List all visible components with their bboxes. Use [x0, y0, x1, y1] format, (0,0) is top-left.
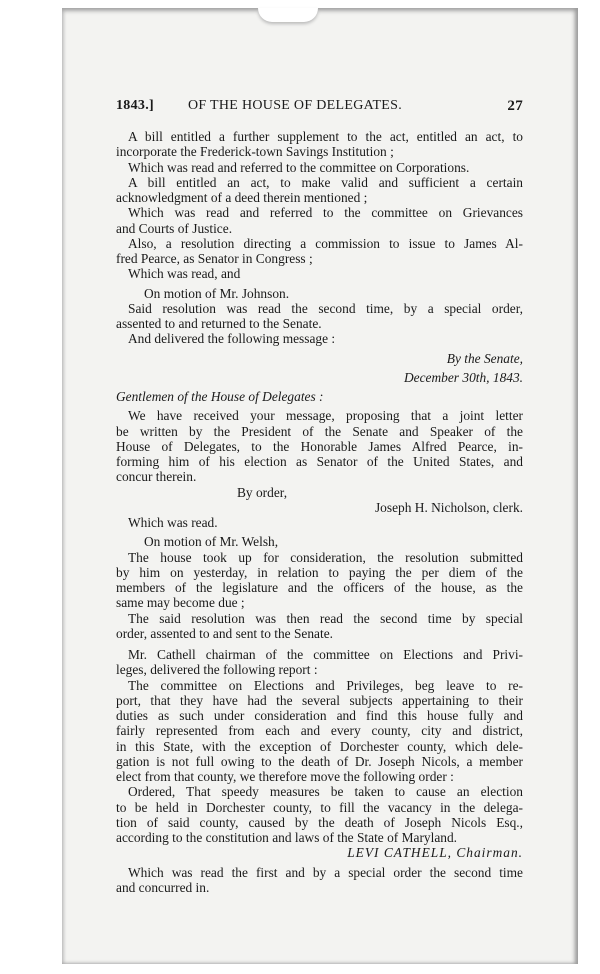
text-line: according to the constitution and laws of the State of Maryland. — [116, 830, 458, 845]
document-body — [116, 129, 523, 895]
paragraph-per-diem — [116, 550, 523, 611]
message-date — [116, 370, 523, 385]
text-line: same may become due ; — [116, 595, 245, 611]
text-line: On motion of Mr. Welsh, — [144, 534, 279, 550]
text-line: Also, a resolution directing a commission to issue to James Al- — [128, 235, 523, 251]
text-line: Said resolution was read the second time, by a special order, — [128, 300, 523, 316]
text-line: Which was read, and — [128, 266, 241, 282]
page-number: 27 — [507, 98, 523, 114]
text-line: And delivered the following message : — [128, 331, 336, 347]
paragraph-sent-senate — [116, 611, 523, 642]
page-header — [116, 98, 523, 118]
paragraph-which-read — [116, 266, 523, 281]
paragraph-ordered — [116, 784, 523, 845]
text-line: to be held in Dorchester county, to fill the vacancy in the delega- — [116, 799, 523, 815]
text-line: December 30th, 1843. — [404, 369, 523, 385]
text-line: A bill entitled a further supplement to the act, entitled an act, to — [128, 129, 523, 144]
text-line: in this State, with the exception of Dorchester county, which dele- — [116, 738, 523, 754]
text-line: and concurred in. — [116, 879, 210, 895]
text-line: A bill entitled an act, to make valid and sufficient a certain — [128, 174, 523, 190]
text-line: Ordered, That speedy measures be taken to cause an election — [128, 784, 523, 800]
paragraph-delivered-message — [116, 331, 523, 346]
paragraph-bill-deed — [116, 175, 523, 206]
paragraph-senate-message — [116, 408, 523, 484]
motion-johnson — [116, 286, 523, 301]
text-line: duties as such under consideration and find this house fully and — [116, 708, 523, 723]
text-line: We have received your message, proposing that a joint letter — [128, 408, 523, 424]
text-line: incorporate the Frederick-town Savings Institution ; — [116, 144, 394, 160]
text-line: order, assented to and sent to the Senate. — [116, 625, 333, 641]
chairman-signature — [116, 845, 523, 860]
text-line: tion of said county, caused by the death of Joseph Nicols Esq., — [116, 814, 523, 830]
header-year: 1843.] — [116, 98, 154, 113]
paragraph-cathell-report — [116, 647, 523, 678]
text-line: Which was read. — [128, 515, 218, 530]
text-line: concur therein. — [116, 469, 197, 485]
paragraph-referred-corporations — [116, 160, 523, 175]
paragraph-second-reading — [116, 301, 523, 332]
paragraph-referred-grievances — [116, 205, 523, 236]
salutation — [116, 389, 523, 404]
paragraph-committee-report — [116, 678, 523, 785]
senate-heading — [116, 351, 523, 366]
page-tear — [258, 8, 318, 22]
paragraph-concurred — [116, 865, 523, 896]
text-line: by him on yesterday, in relation to paying the per diem of the — [116, 564, 523, 580]
header-title: OF THE HOUSE OF DELEGATES. — [188, 98, 403, 113]
text-line: Joseph H. Nicholson, clerk. — [374, 499, 523, 515]
text-line: acknowledgment of a deed therein mentioned ; — [116, 190, 368, 205]
text-line: By order, — [237, 484, 288, 500]
text-line: House of Delegates, to the Honorable James Alfred Pearce, in- — [116, 438, 523, 454]
by-order — [116, 485, 523, 500]
text-line: be written by the President of the Senate and Speaker of the — [116, 423, 523, 439]
text-line: assented to and returned to the Senate. — [116, 316, 322, 331]
text-line: gation is not full owing to the death of Dr. Joseph Nicols, a member — [116, 753, 523, 769]
text-line: The committee on Elections and Privileges, beg leave to re- — [128, 677, 523, 693]
text-line: Mr. Cathell chairman of the committee on Elections and Privi- — [128, 647, 523, 662]
text-line: elect from that county, we therefore move the following order : — [116, 769, 454, 784]
text-line: port, that they have had the several subjects appertaining to their — [116, 692, 523, 708]
text-line: and Courts of Justice. — [116, 220, 233, 236]
text-line: On motion of Mr. Johnson. — [144, 285, 290, 301]
paragraph-bill-frederick — [116, 129, 523, 160]
text-line: leges, delivered the following report : — [116, 662, 318, 678]
text-line: The house took up for consideration, the resolution submitted — [128, 549, 523, 565]
paragraph-which-read-2 — [116, 515, 523, 530]
text-line: fred Pearce, as Senator in Congress ; — [116, 251, 313, 266]
clerk-signature — [116, 500, 523, 515]
text-line: Which was read and referred to the committee on Corporations. — [128, 159, 470, 175]
text-line: fairly represented from each and every county, city and district, — [116, 723, 523, 739]
text-line: By the Senate, — [446, 350, 523, 366]
text-line: The said resolution was then read the second time by special — [128, 610, 523, 626]
text-line: Which was read and referred to the committee on Grievances — [128, 205, 523, 221]
text-line: members of the legislature and the officers of the house, as the — [116, 580, 523, 595]
text-line: Gentlemen of the House of Delegates : — [116, 389, 324, 404]
text-line: Which was read the first and by a special order the second time — [128, 864, 523, 880]
paragraph-resolution-commission — [116, 236, 523, 267]
text-line: forming him of his election as Senator of the United States, and — [116, 454, 523, 469]
text-line: LEVI CATHELL, Chairman. — [347, 845, 523, 861]
motion-welsh — [116, 534, 523, 549]
